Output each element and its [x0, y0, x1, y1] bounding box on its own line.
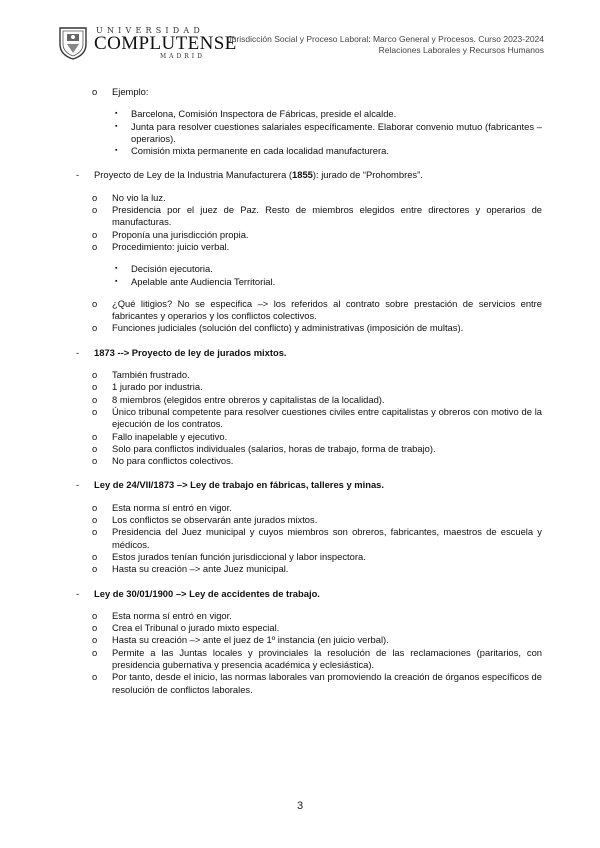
- page-content: [0, 86, 600, 696]
- list-item: [0, 298, 600, 323]
- list-item: [0, 86, 600, 98]
- list-item: [0, 622, 600, 634]
- circle-bullet: o: [92, 228, 98, 240]
- list-item-text: Proponía una jurisdicción propia.: [112, 228, 249, 240]
- logo-madrid-word: MADRID: [160, 53, 205, 60]
- heading-text-part: ): jurado de “Prohombres”.: [312, 169, 423, 181]
- list-item: [0, 229, 600, 241]
- list-item-text: Solo para conflictos individuales (salarios, horas de trabajo, forma de trabajo).: [112, 442, 436, 454]
- circle-bullet: o: [92, 204, 98, 216]
- header-line-2: Relaciones Laborales y Recursos Humanos: [378, 45, 544, 55]
- circle-bullet: o: [92, 297, 98, 309]
- list-item: [0, 455, 600, 467]
- list-item-text: No vio la luz.: [112, 191, 166, 203]
- circle-bullet: o: [92, 369, 98, 381]
- header-course-info: [227, 34, 544, 56]
- list-item: [0, 192, 600, 204]
- section-heading: [0, 479, 600, 491]
- circle-bullet: o: [92, 191, 98, 203]
- circle-bullet: o: [92, 381, 98, 393]
- circle-bullet: o: [92, 526, 98, 538]
- list-item: [0, 322, 600, 334]
- sub-list-item-text: Decisión ejecutoria.: [131, 263, 213, 275]
- square-bullet: ▪: [115, 147, 118, 155]
- circle-bullet: o: [92, 563, 98, 575]
- circle-bullet: o: [92, 86, 98, 97]
- section-heading: [0, 588, 600, 600]
- list-item: [0, 671, 600, 696]
- list-item: [0, 502, 600, 514]
- sub-list-item-text: Junta para resolver cuestiones salariales específicamente. Elaborar convenio mutuo (fabricantes – operarios).: [131, 120, 542, 144]
- sub-list-item: [0, 145, 600, 157]
- list-item-text: Ejemplo:: [112, 86, 149, 97]
- circle-bullet: o: [92, 430, 98, 442]
- list-item-text: Por tanto, desde el inicio, las normas laborales van promoviendo la creación de órganos específicos de resolución de conflictos laborales.: [112, 671, 542, 695]
- list-item: [0, 369, 600, 381]
- header-line-1: Jurisdicción Social y Proceso Laboral: Marco General y Procesos. Curso 2023-2024: [227, 34, 544, 44]
- list-item: [0, 526, 600, 551]
- square-bullet: ▪: [115, 277, 118, 285]
- list-item-text: Procedimiento: juicio verbal.: [112, 240, 230, 252]
- list-item-text: Hasta su creación –> ante el juez de 1º instancia (en juicio verbal).: [112, 634, 389, 646]
- list-item-text: Crea el Tribunal o jurado mixto especial.: [112, 622, 280, 634]
- list-item-text: ¿Qué litigios? No se especifica –> los referidos al contrato sobre prestación de servicios entre fabricantes y operarios y los conflictos colectivos.: [112, 297, 542, 322]
- list-item-text: Permite a las Juntas locales y provinciales la resolución de las reclamaciones (paritarios, con presidencia gubernativa y presencia académica y eclesiástica).: [112, 646, 542, 670]
- list-item-text: Fallo inapelable y ejecutivo.: [112, 430, 228, 442]
- circle-bullet: o: [92, 514, 98, 526]
- dash-bullet: -: [76, 169, 80, 181]
- list-item: [0, 551, 600, 563]
- circle-bullet: o: [92, 405, 98, 417]
- list-item: [0, 514, 600, 526]
- section-heading-text: Ley de 30/01/1900 –> Ley de accidentes de trabajo.: [94, 587, 320, 599]
- heading-text-part: Proyecto de Ley de la Industria Manufacturera (: [94, 169, 293, 181]
- list-item: [0, 394, 600, 406]
- sub-list-item: [0, 263, 600, 275]
- list-item: [0, 381, 600, 393]
- section-heading: [0, 347, 600, 359]
- list-item: [0, 563, 600, 575]
- section-heading-text: [94, 169, 542, 181]
- circle-bullet: o: [92, 501, 98, 513]
- sub-list-item-text: Barcelona, Comisión Inspectora de Fábricas, preside el alcalde.: [131, 108, 397, 120]
- heading-year: 1855: [292, 169, 313, 181]
- list-item-text: 8 miembros (elegidos entre obreros y capitalistas de la localidad).: [112, 393, 385, 405]
- dash-bullet: -: [76, 479, 80, 491]
- list-item-text: Presidencia por el juez de Paz. Resto de miembros elegidos entre directores y operarios de manufacturas.: [112, 204, 542, 228]
- circle-bullet: o: [92, 634, 98, 646]
- list-item-text: Hasta su creación –> ante Juez municipal.: [112, 563, 289, 575]
- circle-bullet: o: [92, 609, 98, 621]
- university-seal-icon: [56, 24, 90, 60]
- sub-list-item: [0, 276, 600, 288]
- square-bullet: ▪: [115, 110, 118, 118]
- section-heading: [0, 169, 600, 181]
- circle-bullet: o: [92, 393, 98, 405]
- circle-bullet: o: [92, 671, 98, 683]
- list-item: [0, 443, 600, 455]
- list-item: [0, 406, 600, 431]
- circle-bullet: o: [92, 442, 98, 454]
- section-heading-text: Ley de 24/VII/1873 –> Ley de trabajo en fábricas, talleres y minas.: [94, 479, 384, 491]
- circle-bullet: o: [92, 455, 98, 467]
- list-item: [0, 647, 600, 672]
- list-item: [0, 610, 600, 622]
- list-item-text: También frustrado.: [112, 369, 190, 381]
- list-item-text: No para conflictos colectivos.: [112, 455, 234, 467]
- sub-list-item-text: Apelable ante Audiencia Territorial.: [131, 275, 276, 287]
- dash-bullet: -: [76, 346, 80, 358]
- logo-university-word: UNIVERSIDAD: [96, 26, 204, 35]
- list-item: [0, 204, 600, 229]
- logo-complutense-word: COMPLUTENSE: [94, 33, 237, 54]
- sub-list-item-text: Comisión mixta permanente en cada localidad manufacturera.: [131, 145, 389, 157]
- sub-list-item: [0, 108, 600, 120]
- circle-bullet: o: [92, 550, 98, 562]
- list-item-text: Presidencia del Juez municipal y cuyos miembros son obreros, fabricantes, maestros de escuela y médicos.: [112, 526, 542, 550]
- square-bullet: ▪: [115, 265, 118, 273]
- page-header: [0, 0, 600, 70]
- circle-bullet: o: [92, 322, 98, 334]
- section-heading-text: 1873 --> Proyecto de ley de jurados mixtos.: [94, 346, 287, 358]
- list-item: [0, 241, 600, 253]
- page-number: 3: [296, 800, 304, 812]
- list-item-text: Esta norma sí entró en vigor.: [112, 609, 232, 621]
- list-item-text: 1 jurado por industria.: [112, 381, 203, 393]
- list-item: [0, 431, 600, 443]
- square-bullet: ▪: [115, 122, 118, 130]
- circle-bullet: o: [92, 622, 98, 634]
- sub-list-item: [0, 121, 600, 146]
- dash-bullet: -: [76, 587, 80, 599]
- list-item-text: Único tribunal competente para resolver cuestiones civiles entre capitalistas y obreros con motivo de la ejecución de los contratos.: [112, 405, 542, 430]
- list-item-text: Los conflictos se observarán ante jurados mixtos.: [112, 514, 318, 526]
- circle-bullet: o: [92, 646, 98, 658]
- list-item-text: Estos jurados tenían función jurisdiccional y labor inspectora.: [112, 550, 366, 562]
- list-item: [0, 634, 600, 646]
- list-item-text: Funciones judiciales (solución del conflicto) y administrativas (imposición de multas).: [112, 322, 464, 334]
- list-item-text: Esta norma sí entró en vigor.: [112, 501, 232, 513]
- circle-bullet: o: [92, 240, 98, 252]
